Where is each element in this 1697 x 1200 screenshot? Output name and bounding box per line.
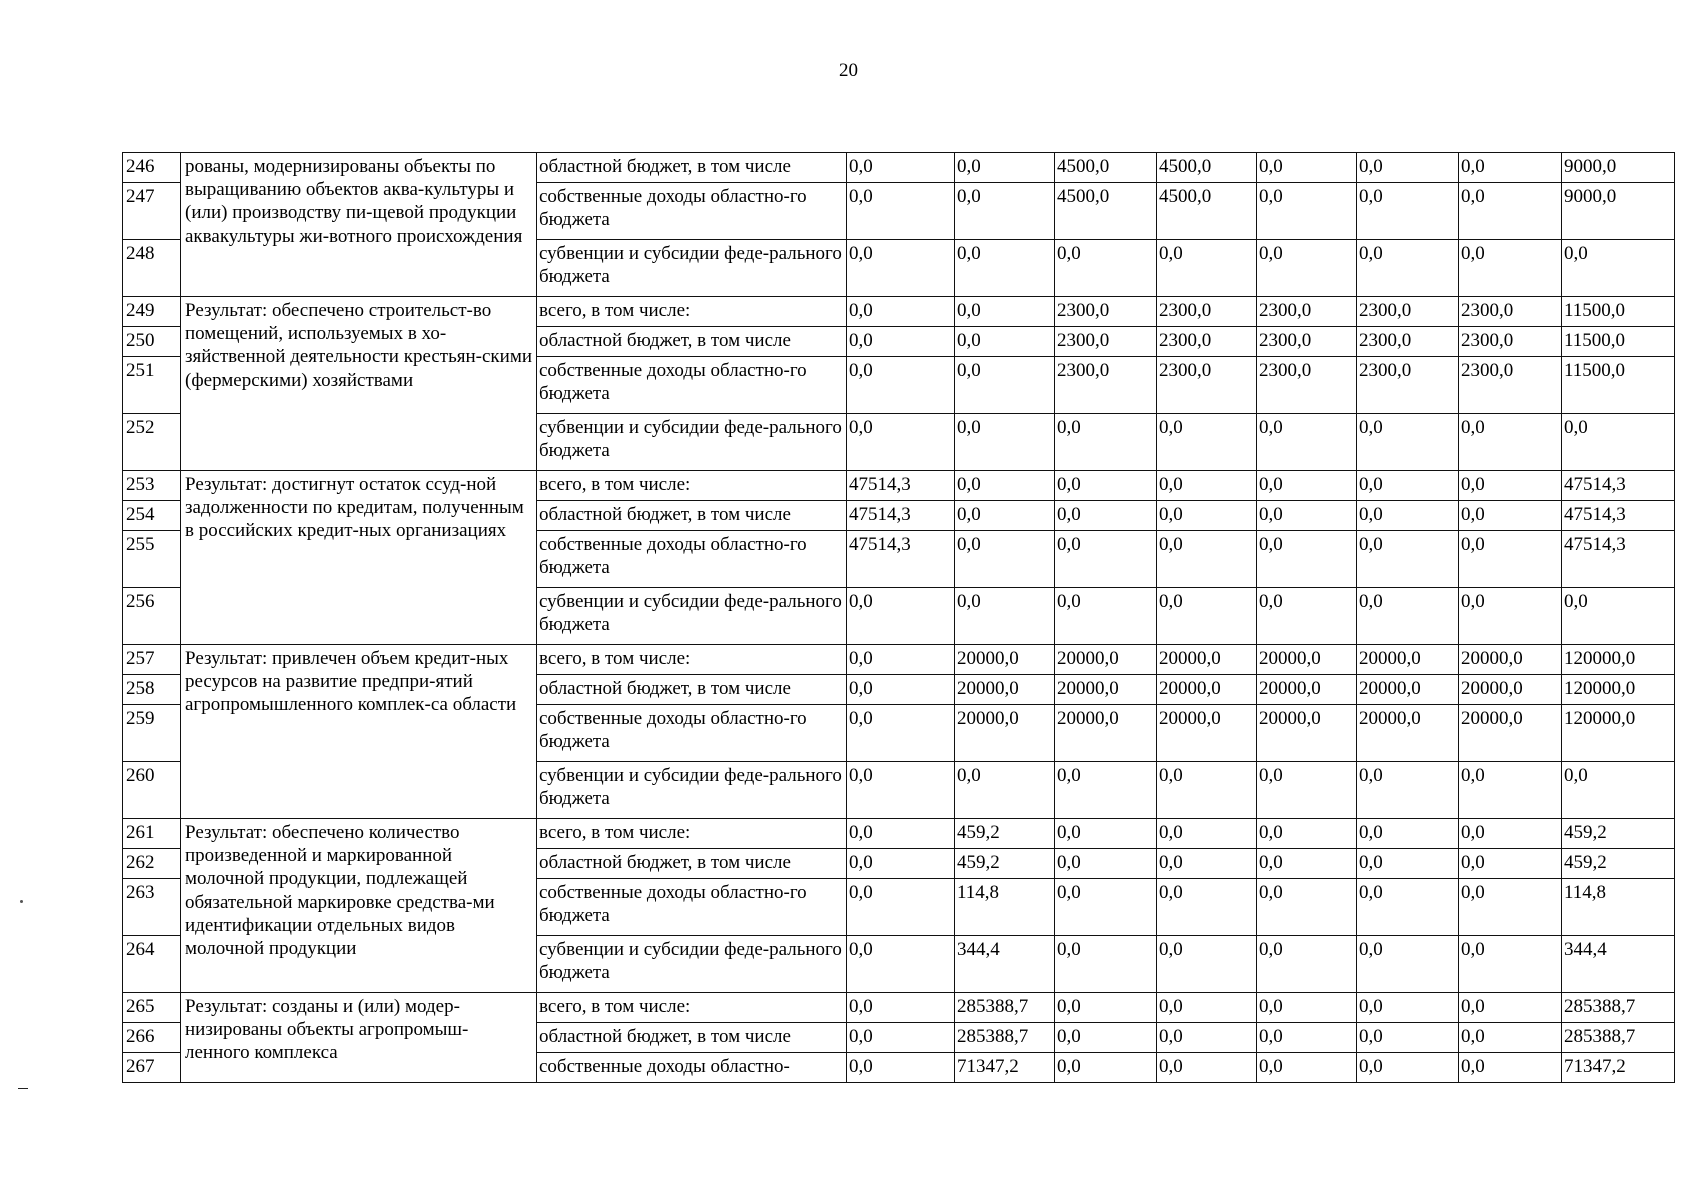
table-row: [123, 297, 1675, 327]
amount-cell: 0,0: [1055, 531, 1157, 588]
row-number: 257: [123, 645, 181, 675]
amount-cell: 47514,3: [1562, 531, 1675, 588]
amount-cell: 0,0: [847, 414, 955, 471]
funding-source: собственные доходы областно-го бюджета: [537, 357, 847, 414]
funding-source: собственные доходы областно-го бюджета: [537, 531, 847, 588]
amount-cell: 0,0: [1257, 183, 1357, 240]
amount-cell: 0,0: [1055, 879, 1157, 936]
amount-cell: 0,0: [1157, 531, 1257, 588]
amount-cell: 0,0: [847, 1023, 955, 1053]
amount-cell: 0,0: [1459, 471, 1562, 501]
funding-source: субвенции и субсидии феде-рального бюджета: [537, 414, 847, 471]
row-number: 267: [123, 1053, 181, 1083]
amount-cell: 0,0: [1459, 240, 1562, 297]
amount-cell: 114,8: [955, 879, 1055, 936]
amount-cell: 0,0: [1157, 936, 1257, 993]
amount-cell: 0,0: [1459, 183, 1562, 240]
funding-source: всего, в том числе:: [537, 645, 847, 675]
amount-cell: 0,0: [1357, 819, 1459, 849]
row-number: 247: [123, 183, 181, 240]
amount-cell: 114,8: [1562, 879, 1675, 936]
amount-cell: 0,0: [1357, 1053, 1459, 1083]
amount-cell: 20000,0: [955, 675, 1055, 705]
row-number: 263: [123, 879, 181, 936]
amount-cell: 2300,0: [1257, 297, 1357, 327]
row-number: 249: [123, 297, 181, 327]
amount-cell: 0,0: [1357, 414, 1459, 471]
amount-cell: 0,0: [1357, 588, 1459, 645]
amount-cell: 0,0: [847, 879, 955, 936]
amount-cell: 0,0: [1055, 240, 1157, 297]
amount-cell: 20000,0: [1055, 675, 1157, 705]
amount-cell: 0,0: [1459, 1053, 1562, 1083]
amount-cell: 2300,0: [1459, 357, 1562, 414]
amount-cell: 2300,0: [1257, 357, 1357, 414]
amount-cell: 0,0: [1257, 240, 1357, 297]
amount-cell: 4500,0: [1157, 183, 1257, 240]
amount-cell: 2300,0: [1055, 297, 1157, 327]
amount-cell: 20000,0: [1459, 705, 1562, 762]
amount-cell: 2300,0: [1157, 297, 1257, 327]
amount-cell: 20000,0: [1459, 675, 1562, 705]
amount-cell: 0,0: [1459, 1023, 1562, 1053]
amount-cell: 0,0: [1357, 936, 1459, 993]
result-description: Результат: обеспечено строительст-во помещений, используемых в хо-зяйственной деятельности крестьян-скими (фермерскими) хозяйствами: [181, 297, 537, 471]
amount-cell: 0,0: [847, 297, 955, 327]
funding-source: областной бюджет, в том числе: [537, 501, 847, 531]
result-description: Результат: созданы и (или) модер-низированы объекты агропромыш-ленного комплекса: [181, 993, 537, 1083]
amount-cell: 2300,0: [1459, 297, 1562, 327]
amount-cell: 20000,0: [1257, 645, 1357, 675]
amount-cell: 47514,3: [1562, 471, 1675, 501]
amount-cell: 0,0: [847, 240, 955, 297]
amount-cell: 0,0: [1459, 819, 1562, 849]
amount-cell: 0,0: [1257, 1053, 1357, 1083]
amount-cell: 0,0: [847, 588, 955, 645]
amount-cell: 0,0: [1257, 588, 1357, 645]
amount-cell: 20000,0: [1459, 645, 1562, 675]
amount-cell: 0,0: [1562, 414, 1675, 471]
amount-cell: 0,0: [955, 471, 1055, 501]
amount-cell: 0,0: [1055, 1023, 1157, 1053]
amount-cell: 0,0: [1055, 414, 1157, 471]
amount-cell: 20000,0: [1055, 645, 1157, 675]
row-number: 246: [123, 153, 181, 183]
amount-cell: 9000,0: [1562, 183, 1675, 240]
amount-cell: 0,0: [847, 1053, 955, 1083]
funding-source: субвенции и субсидии феде-рального бюджета: [537, 936, 847, 993]
funding-source: областной бюджет, в том числе: [537, 849, 847, 879]
row-number: 253: [123, 471, 181, 501]
row-number: 256: [123, 588, 181, 645]
amount-cell: 0,0: [1257, 501, 1357, 531]
amount-cell: 0,0: [1157, 501, 1257, 531]
amount-cell: 0,0: [1157, 240, 1257, 297]
funding-source: субвенции и субсидии феде-рального бюджета: [537, 588, 847, 645]
amount-cell: 0,0: [1157, 1023, 1257, 1053]
amount-cell: 0,0: [1357, 183, 1459, 240]
funding-source: собственные доходы областно-го бюджета: [537, 705, 847, 762]
amount-cell: 0,0: [1257, 1023, 1357, 1053]
amount-cell: 20000,0: [1357, 645, 1459, 675]
funding-source: субвенции и субсидии феде-рального бюджета: [537, 762, 847, 819]
amount-cell: 0,0: [955, 240, 1055, 297]
amount-cell: 0,0: [1357, 501, 1459, 531]
amount-cell: 0,0: [1157, 993, 1257, 1023]
amount-cell: 0,0: [1459, 531, 1562, 588]
row-number: 258: [123, 675, 181, 705]
margin-mark: [18, 1088, 28, 1089]
amount-cell: 0,0: [847, 183, 955, 240]
row-number: 251: [123, 357, 181, 414]
budget-table: [122, 152, 1675, 1083]
funding-source: областной бюджет, в том числе: [537, 1023, 847, 1053]
table-row: [123, 471, 1675, 501]
row-number: 260: [123, 762, 181, 819]
amount-cell: 459,2: [1562, 819, 1675, 849]
funding-source: субвенции и субсидии феде-рального бюджета: [537, 240, 847, 297]
amount-cell: 0,0: [1357, 531, 1459, 588]
row-number: 262: [123, 849, 181, 879]
amount-cell: 0,0: [1459, 762, 1562, 819]
funding-source: собственные доходы областно-: [537, 1053, 847, 1083]
amount-cell: 2300,0: [1157, 357, 1257, 414]
amount-cell: 459,2: [955, 819, 1055, 849]
funding-source: собственные доходы областно-го бюджета: [537, 183, 847, 240]
amount-cell: 0,0: [1459, 849, 1562, 879]
amount-cell: 285388,7: [955, 993, 1055, 1023]
amount-cell: 0,0: [1257, 849, 1357, 879]
amount-cell: 20000,0: [1257, 675, 1357, 705]
result-description: Результат: привлечен объем кредит-ных ресурсов на развитие предпри-ятий агропромышленного комплек-са области: [181, 645, 537, 819]
amount-cell: 20000,0: [955, 705, 1055, 762]
amount-cell: 20000,0: [1055, 705, 1157, 762]
funding-source: областной бюджет, в том числе: [537, 153, 847, 183]
amount-cell: 0,0: [955, 357, 1055, 414]
amount-cell: 285388,7: [1562, 1023, 1675, 1053]
amount-cell: 0,0: [1459, 501, 1562, 531]
amount-cell: 0,0: [847, 819, 955, 849]
amount-cell: 0,0: [955, 327, 1055, 357]
amount-cell: 20000,0: [1357, 705, 1459, 762]
row-number: 248: [123, 240, 181, 297]
result-description: Результат: достигнут остаток ссуд-ной задолженности по кредитам, полученным в российских кредит-ных организациях: [181, 471, 537, 645]
amount-cell: 0,0: [955, 153, 1055, 183]
funding-source: собственные доходы областно-го бюджета: [537, 879, 847, 936]
amount-cell: 4500,0: [1055, 183, 1157, 240]
amount-cell: 0,0: [1157, 879, 1257, 936]
amount-cell: 0,0: [847, 849, 955, 879]
amount-cell: 0,0: [1157, 1053, 1257, 1083]
amount-cell: 2300,0: [1357, 357, 1459, 414]
amount-cell: 47514,3: [847, 501, 955, 531]
funding-source: областной бюджет, в том числе: [537, 327, 847, 357]
amount-cell: 344,4: [1562, 936, 1675, 993]
amount-cell: 20000,0: [1157, 705, 1257, 762]
amount-cell: 0,0: [1257, 879, 1357, 936]
amount-cell: 0,0: [847, 357, 955, 414]
amount-cell: 0,0: [1055, 471, 1157, 501]
amount-cell: 4500,0: [1157, 153, 1257, 183]
table-row: [123, 645, 1675, 675]
amount-cell: 0,0: [1459, 879, 1562, 936]
amount-cell: 20000,0: [1157, 675, 1257, 705]
amount-cell: 71347,2: [1562, 1053, 1675, 1083]
amount-cell: 0,0: [1459, 993, 1562, 1023]
amount-cell: 0,0: [1357, 471, 1459, 501]
row-number: 261: [123, 819, 181, 849]
amount-cell: 0,0: [847, 327, 955, 357]
amount-cell: 0,0: [847, 645, 955, 675]
row-number: 259: [123, 705, 181, 762]
amount-cell: 9000,0: [1562, 153, 1675, 183]
funding-source: всего, в том числе:: [537, 993, 847, 1023]
amount-cell: 71347,2: [955, 1053, 1055, 1083]
amount-cell: 0,0: [1257, 414, 1357, 471]
row-number: 266: [123, 1023, 181, 1053]
amount-cell: 0,0: [1157, 414, 1257, 471]
amount-cell: 0,0: [1357, 879, 1459, 936]
amount-cell: 0,0: [955, 762, 1055, 819]
amount-cell: 0,0: [1055, 501, 1157, 531]
amount-cell: 47514,3: [1562, 501, 1675, 531]
amount-cell: 0,0: [1357, 849, 1459, 879]
amount-cell: 344,4: [955, 936, 1055, 993]
amount-cell: 0,0: [847, 762, 955, 819]
amount-cell: 20000,0: [1357, 675, 1459, 705]
amount-cell: 459,2: [1562, 849, 1675, 879]
amount-cell: 0,0: [1055, 849, 1157, 879]
funding-source: областной бюджет, в том числе: [537, 675, 847, 705]
amount-cell: 0,0: [955, 414, 1055, 471]
amount-cell: 0,0: [847, 153, 955, 183]
amount-cell: 0,0: [955, 588, 1055, 645]
amount-cell: 4500,0: [1055, 153, 1157, 183]
amount-cell: 0,0: [1357, 153, 1459, 183]
amount-cell: 0,0: [1459, 588, 1562, 645]
amount-cell: 20000,0: [955, 645, 1055, 675]
amount-cell: 0,0: [1055, 993, 1157, 1023]
amount-cell: 0,0: [1257, 153, 1357, 183]
amount-cell: 0,0: [1157, 849, 1257, 879]
amount-cell: 120000,0: [1562, 645, 1675, 675]
amount-cell: 0,0: [1562, 240, 1675, 297]
amount-cell: 2300,0: [1459, 327, 1562, 357]
row-number: 255: [123, 531, 181, 588]
amount-cell: 0,0: [1157, 762, 1257, 819]
funding-source: всего, в том числе:: [537, 471, 847, 501]
amount-cell: 2300,0: [1055, 327, 1157, 357]
amount-cell: 120000,0: [1562, 705, 1675, 762]
amount-cell: 47514,3: [847, 471, 955, 501]
amount-cell: 0,0: [1357, 240, 1459, 297]
amount-cell: 0,0: [847, 993, 955, 1023]
amount-cell: 47514,3: [847, 531, 955, 588]
row-number: 265: [123, 993, 181, 1023]
amount-cell: 11500,0: [1562, 327, 1675, 357]
amount-cell: 0,0: [1459, 936, 1562, 993]
amount-cell: 0,0: [1357, 993, 1459, 1023]
amount-cell: 2300,0: [1257, 327, 1357, 357]
table-row: [123, 993, 1675, 1023]
amount-cell: 0,0: [1257, 531, 1357, 588]
table-row: [123, 153, 1675, 183]
amount-cell: 285388,7: [1562, 993, 1675, 1023]
row-number: 254: [123, 501, 181, 531]
funding-source: всего, в том числе:: [537, 297, 847, 327]
amount-cell: 285388,7: [955, 1023, 1055, 1053]
amount-cell: 0,0: [955, 501, 1055, 531]
amount-cell: 0,0: [847, 936, 955, 993]
amount-cell: 0,0: [1257, 993, 1357, 1023]
amount-cell: 0,0: [1257, 819, 1357, 849]
amount-cell: 0,0: [1562, 762, 1675, 819]
amount-cell: 20000,0: [1157, 645, 1257, 675]
amount-cell: 0,0: [1157, 471, 1257, 501]
amount-cell: 0,0: [1357, 762, 1459, 819]
row-number: 264: [123, 936, 181, 993]
amount-cell: 0,0: [1562, 588, 1675, 645]
amount-cell: 459,2: [955, 849, 1055, 879]
amount-cell: 0,0: [1357, 1023, 1459, 1053]
amount-cell: 2300,0: [1357, 327, 1459, 357]
amount-cell: 0,0: [1055, 588, 1157, 645]
amount-cell: 0,0: [1157, 819, 1257, 849]
amount-cell: 0,0: [1055, 762, 1157, 819]
amount-cell: 0,0: [1157, 588, 1257, 645]
amount-cell: 0,0: [847, 675, 955, 705]
result-description: рованы, модернизированы объекты по выращиванию объектов аква-культуры и (или) производству пи-щевой продукции аквакультуры жи-вотного происхождения: [181, 153, 537, 297]
result-description: Результат: обеспечено количество произведенной и маркированной молочной продукции, подлежащей обязательной маркировке средства-ми идентификации отдельных видов молочной продукции: [181, 819, 537, 993]
amount-cell: 0,0: [955, 297, 1055, 327]
funding-source: всего, в том числе:: [537, 819, 847, 849]
amount-cell: 11500,0: [1562, 357, 1675, 414]
amount-cell: 0,0: [955, 183, 1055, 240]
amount-cell: 2300,0: [1157, 327, 1257, 357]
row-number: 250: [123, 327, 181, 357]
page-number: 20: [839, 60, 858, 81]
amount-cell: 0,0: [1257, 936, 1357, 993]
amount-cell: 11500,0: [1562, 297, 1675, 327]
amount-cell: 2300,0: [1357, 297, 1459, 327]
amount-cell: 20000,0: [1257, 705, 1357, 762]
table-row: [123, 819, 1675, 849]
amount-cell: 0,0: [1459, 153, 1562, 183]
amount-cell: 0,0: [1459, 414, 1562, 471]
amount-cell: 120000,0: [1562, 675, 1675, 705]
amount-cell: 0,0: [1055, 1053, 1157, 1083]
amount-cell: 0,0: [955, 531, 1055, 588]
amount-cell: 2300,0: [1055, 357, 1157, 414]
amount-cell: 0,0: [1257, 762, 1357, 819]
amount-cell: 0,0: [1055, 819, 1157, 849]
amount-cell: 0,0: [1257, 471, 1357, 501]
row-number: 252: [123, 414, 181, 471]
amount-cell: 0,0: [847, 705, 955, 762]
amount-cell: 0,0: [1055, 936, 1157, 993]
margin-dot: [20, 900, 23, 903]
